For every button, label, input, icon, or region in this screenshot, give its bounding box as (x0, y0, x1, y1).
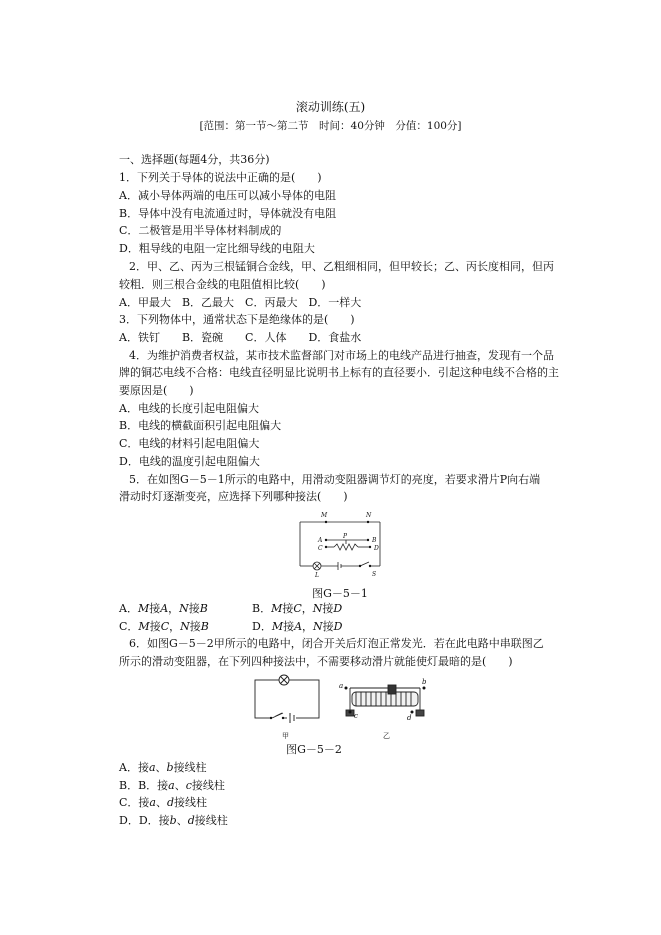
q1-option-d: D．粗导线的电阻一定比细导线的电阻大 (119, 242, 315, 255)
q6-stem-line2: 所示的滑动变阻器，在下列四种接法中，不需要移动滑片就能使灯最暗的是( ) (119, 655, 513, 668)
q1-option-b: B．导体中没有电流通过时，导体就没有电阻 (119, 207, 337, 220)
scope-line: [范围：第一节～第二节 时间：40分钟 分值：100分] (199, 120, 462, 132)
q4-option-b: B．电线的横截面积引起电阻偏大 (119, 419, 282, 432)
figure-caption-g51: 图G－5－1 (312, 587, 368, 600)
q4-stem-line1: 4．为维护消费者权益，某市技术监督部门对市场上的电线产品进行抽查，发现有一个品 (129, 349, 554, 362)
label-d: D (374, 545, 379, 552)
section-heading: 一、选择题(每题4分，共36分) (119, 153, 270, 166)
q5-option-a: A．M接A，N接B (119, 602, 208, 615)
page-title: 滚动训练(五) (295, 100, 366, 114)
label-a: A (318, 537, 323, 544)
label-l: L (315, 572, 319, 578)
label-m: M (321, 512, 328, 519)
q5-option-d: D．M接A，N接D (252, 620, 343, 633)
q2-stem-line1: 2．甲、乙、丙为三根锰铜合金线，甲、乙粗细相同，但甲较长；乙、丙长度相同，但丙 (129, 260, 554, 273)
q1-option-a: A．减小导体两端的电压可以减小导体的电阻 (119, 189, 336, 202)
q6-option-a: A．接a、b接线柱 (119, 761, 207, 774)
label-b-terminal: b (422, 678, 427, 686)
q5-option-b: B．M接C，N接D (252, 602, 343, 615)
figure-caption-g52: 图G－5－2 (286, 743, 342, 756)
circuit-figure-g52 (250, 672, 430, 740)
q3-stem: 3．下列物体中，通常状态下是绝缘体的是( ) (119, 313, 355, 326)
q6-option-c: C．接a、d接线柱 (119, 796, 208, 809)
q1-stem: 1．下列关于导体的说法中正确的是( ) (119, 171, 322, 184)
q5-stem-line1: 5．在如图G－5－1所示的电路中，用滑动变阻器调节灯的亮度，若要求滑片P向右端 (129, 473, 541, 486)
label-jia: 甲 (282, 732, 289, 740)
q6-option-b: B．B．接a、c接线柱 (119, 779, 225, 792)
label-a-terminal: a (339, 682, 344, 690)
q4-stem-line3: 要原因是( ) (119, 384, 194, 397)
q6-stem-line1: 6．如图G－5－2甲所示的电路中，闭合开关后灯泡正常发光．若在此电路中串联图乙 (129, 637, 544, 650)
label-yi: 乙 (383, 732, 390, 740)
q5-stem-line2: 滑动时灯逐渐变亮，应选择下列哪种接法( ) (119, 490, 348, 503)
q5-option-c: C．M接C，N接B (119, 620, 209, 633)
q1-option-c: C．二极管是用半导体材料制成的 (119, 224, 282, 237)
q2-options: A．甲最大 B．乙最大 C．丙最大 D．一样大 (119, 296, 362, 309)
q2-stem-line2: 较粗．则三根合金线的电阻值相比较( ) (119, 278, 326, 291)
label-p: P (343, 533, 348, 540)
q3-options: A．铁钉 B．瓷碗 C．人体 D．食盐水 (119, 331, 362, 344)
q4-stem-line2: 牌的铜芯电线不合格：电线直径明显比说明书上标有的直径要小．引起这种电线不合格的主 (119, 366, 559, 379)
label-n: N (366, 512, 372, 519)
label-c-terminal: c (354, 712, 358, 720)
q4-option-a: A．电线的长度引起电阻偏大 (119, 402, 259, 415)
label-b: B (372, 537, 377, 544)
label-s: S (372, 571, 377, 578)
label-c: C (318, 545, 323, 552)
q4-option-d: D．电线的温度引起电阻偏大 (119, 455, 260, 468)
q4-option-c: C．电线的材料引起电阻偏大 (119, 437, 260, 450)
label-d-terminal: d (407, 714, 412, 722)
circuit-figure-g51 (290, 508, 390, 578)
q6-option-d: D．D．接b、d接线柱 (119, 814, 228, 827)
